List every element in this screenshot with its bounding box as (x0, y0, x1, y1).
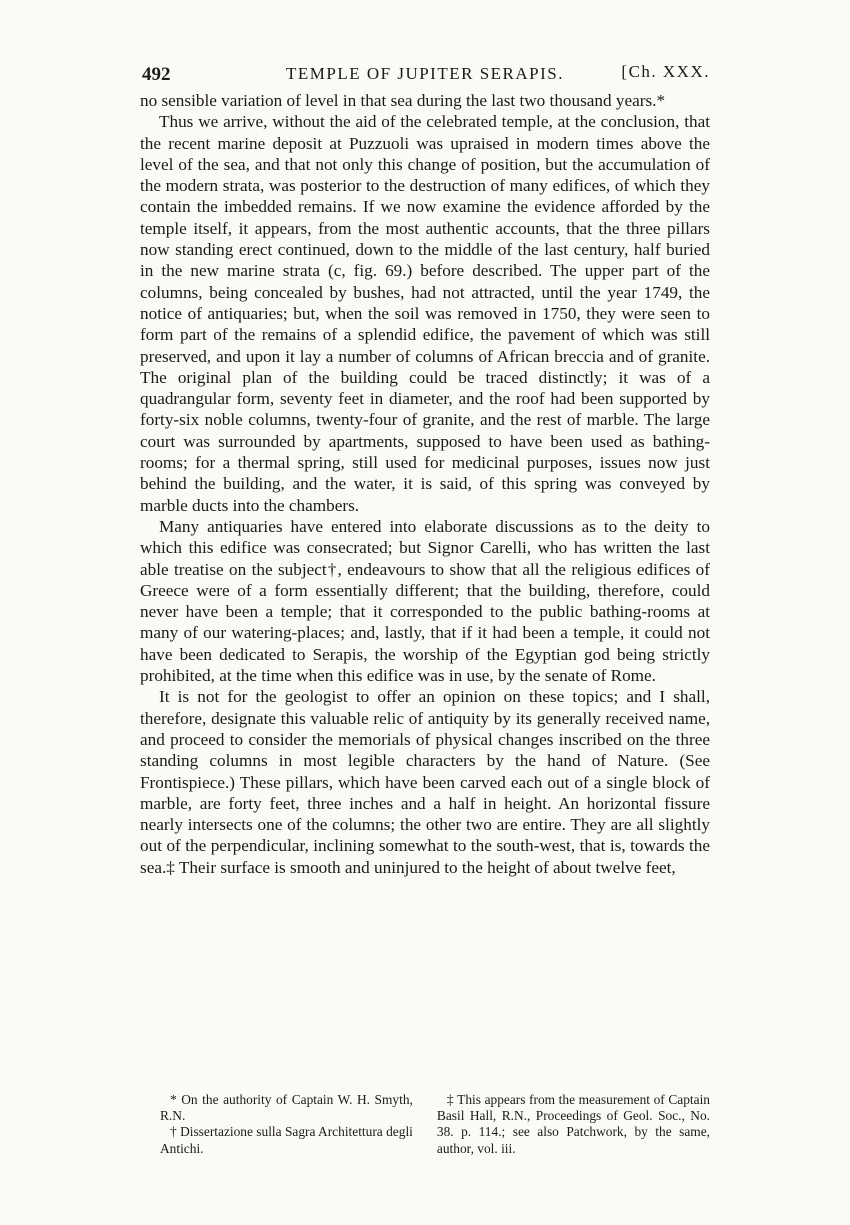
body-text (140, 90, 710, 878)
chapter-label: [Ch. XXX. (621, 62, 710, 81)
page-number: 492 (142, 64, 171, 85)
footnote-dagger: † Dissertazione sulla Sagra Architettura degli Antichi. (160, 1124, 413, 1156)
paragraph-antiquaries: Many antiquaries have entered into elaborate discussions as to the deity to which this edifice was consecrated; but Signor Carelli, who has written the last able treatise on the subject†, endeavours to show that all the religious edifices of Greece were of a form essentially different; that the building, therefore, could never have been a temple; that it corresponded to the public bathing-rooms at many of our watering-places; and, lastly, that if it had been a temple, it could not have been dedicated to Serapis, the worship of the Egyptian god being strictly prohibited, at the time when this edifice was in use, by the senate of Rome. (140, 516, 710, 686)
running-head (140, 58, 710, 90)
running-title: TEMPLE OF JUPITER SERAPIS. (286, 64, 564, 83)
footnotes-left-column (160, 1092, 413, 1157)
footnotes (160, 1092, 710, 1157)
footnotes-right-column (437, 1092, 710, 1157)
footnote-double-dagger: ‡ This appears from the measurement of Captain Basil Hall, R.N., Proceedings of Geol. Soc., No. 38. p. 114.; see also Patchwork, by the same, author, vol. iii. (436, 1092, 710, 1156)
paragraph-temple-evidence: Thus we arrive, without the aid of the celebrated temple, at the conclusion, that the recent marine deposit at Puzzuoli was upraised in modern times above the level of the sea, and that not only this change of position, but the accumulation of the modern strata, was posterior to the destruction of many edifices, of which they contain the imbedded remains. If we now examine the evidence afforded by the temple itself, it appears, from the most authentic accounts, that the three pillars now standing erect continued, down to the middle of the last century, half buried in the new marine strata (c, fig. 69.) before described. The upper part of the columns, being concealed by bushes, had not attracted, until the year 1749, the notice of antiquaries; but, when the soil was removed in 1750, they were seen to form part of the remains of a splendid edifice, the pavement of which was still preserved, and upon it lay a number of columns of African breccia and of granite. The original plan of the building could be traced distinctly; it was of a quadrangular form, seventy feet in diameter, and the roof had been supported by forty-six noble columns, twenty-four of granite, and the rest of marble. The large court was surrounded by apartments, supposed to have been used as bathing-rooms; for a thermal spring, still used for medicinal purposes, issues now just behind the building, and the water, it is said, of this spring was conveyed by marble ducts into the chambers. (140, 112, 710, 515)
footnote-star: * On the authority of Captain W. H. Smyth, R.N. (160, 1092, 413, 1124)
paragraph-columns: It is not for the geologist to offer an opinion on these topics; and I shall, therefore, designate this valuable relic of antiquity by its generally received name, and proceed to consider the memorials of physical changes inscribed on the three standing columns in most legible characters by the hand of Nature. (See Frontispiece.) These pillars, which have been carved each out of a single block of marble, are forty feet, three inches and a half in height. An horizontal fissure nearly intersects one of the columns; the other two are entire. They are all slightly out of the perpendicular, inclining somewhat to the south-west, that is, towards the sea.‡ Their surface is smooth and uninjured to the height of about twelve feet, (140, 687, 710, 877)
paragraph-continuation: no sensible variation of level in that sea during the last two thousand years.* (140, 91, 666, 110)
